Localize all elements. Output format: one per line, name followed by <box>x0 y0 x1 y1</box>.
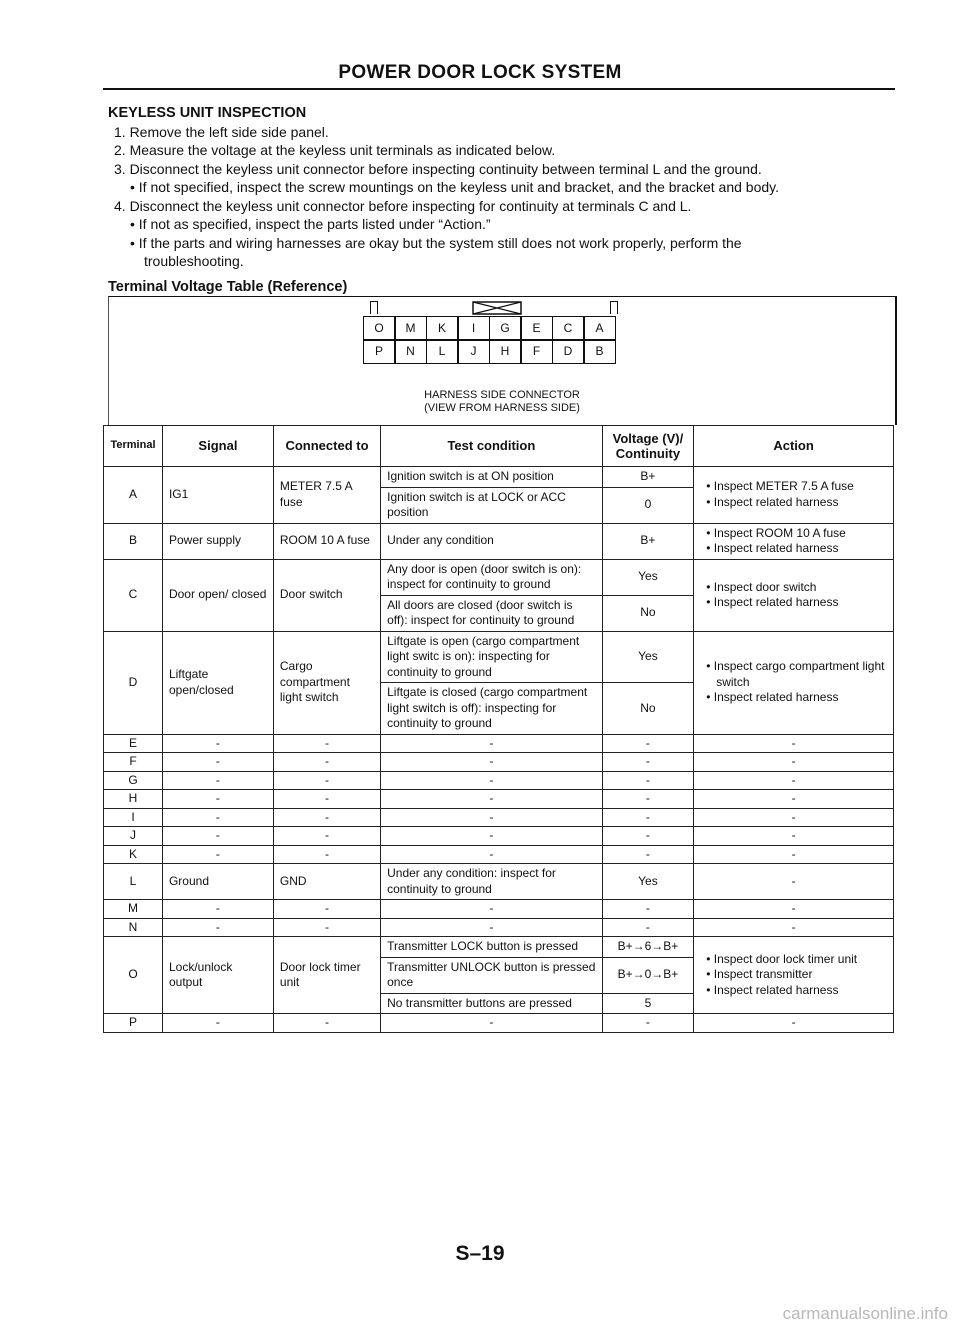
table-row: H - - - - - <box>104 790 894 809</box>
pin-a: A <box>583 316 616 341</box>
connector-lock-tabs <box>364 301 629 315</box>
table-row <box>104 523 894 559</box>
action-cell: • Inspect ROOM 10 A fuse • Inspect related harness <box>694 523 894 559</box>
step-4-bullet-2-cont: troubleshooting. <box>144 253 244 269</box>
terminal-cell: D <box>104 631 163 734</box>
value-cell: Yes <box>602 864 694 900</box>
pin-n: N <box>394 339 427 364</box>
page-title: POWER DOOR LOCK SYSTEM <box>338 62 622 83</box>
pin-e: E <box>520 316 553 341</box>
pin-p: P <box>363 339 396 364</box>
signal-cell: Door open/ closed <box>162 559 273 631</box>
header-signal: Signal <box>162 426 273 467</box>
table-row: G - - - - - <box>104 771 894 790</box>
value-cell: No <box>602 595 694 631</box>
connected-cell: Cargo compartment light switch <box>273 631 380 734</box>
signal-cell: Lock/unlock output <box>162 937 273 1014</box>
title-rule <box>103 88 895 90</box>
action-cell: - <box>694 864 894 900</box>
table-row: F - - - - - <box>104 753 894 772</box>
test-cell: Under any condition <box>381 523 603 559</box>
header-voltage: Voltage (V)/ Continuity <box>602 426 694 467</box>
test-cell: Ignition switch is at LOCK or ACC position <box>381 487 603 523</box>
table-row <box>104 467 894 488</box>
section-title: KEYLESS UNIT INSPECTION <box>108 105 307 121</box>
test-cell: Liftgate is open (cargo compartment light switc is on): inspecting for continuity to ground <box>381 631 603 683</box>
pin-l: L <box>426 339 459 364</box>
table-title: Terminal Voltage Table (Reference) <box>108 279 348 295</box>
test-cell: Ignition switch is at ON position <box>381 467 603 488</box>
terminal-cell: L <box>104 864 163 900</box>
step-2: 2. Measure the voltage at the keyless unit terminals as indicated below. <box>114 142 556 158</box>
page-number: S–19 <box>455 1242 505 1265</box>
header-test: Test condition <box>381 426 603 467</box>
pin-j: J <box>457 339 490 364</box>
test-cell: Under any condition: inspect for continuity to ground <box>381 864 603 900</box>
inspection-section <box>108 104 898 271</box>
pin-c: C <box>552 316 585 341</box>
table-row: P - - - - - <box>104 1014 894 1033</box>
test-cell: No transmitter buttons are pressed <box>381 993 603 1014</box>
header-connected: Connected to <box>273 426 380 467</box>
connector-latch-icon <box>472 301 522 315</box>
connected-cell: ROOM 10 A fuse <box>273 523 380 559</box>
terminal-voltage-table <box>103 425 894 1033</box>
connector-diagram <box>108 296 897 425</box>
pin-b: B <box>583 339 616 364</box>
signal-cell: Power supply <box>162 523 273 559</box>
table-row: E - - - - - <box>104 734 894 753</box>
pin-g: G <box>489 316 522 341</box>
table-header-row <box>104 426 894 467</box>
connected-cell: METER 7.5 A fuse <box>273 467 380 524</box>
test-cell: Transmitter LOCK button is pressed <box>381 937 603 958</box>
value-cell: B+→0→B+ <box>602 957 694 993</box>
connected-cell: GND <box>273 864 380 900</box>
table-row: M - - - - - <box>104 900 894 919</box>
step-3-bullet: • If not specified, inspect the screw mountings on the keyless unit and bracket, and the bracket and body. <box>130 179 780 195</box>
pin-m: M <box>394 316 427 341</box>
action-cell: • Inspect door switch • Inspect related harness <box>694 559 894 631</box>
table-row <box>104 559 894 595</box>
pin-i: I <box>457 316 490 341</box>
pin-o: O <box>363 316 396 341</box>
value-cell: 0 <box>602 487 694 523</box>
terminal-cell: B <box>104 523 163 559</box>
connected-cell: Door switch <box>273 559 380 631</box>
action-cell: • Inspect METER 7.5 A fuse • Inspect related harness <box>694 467 894 524</box>
step-4: 4. Disconnect the keyless unit connector before inspecting for continuity at terminals C and L. <box>114 197 692 214</box>
value-cell: Yes <box>602 559 694 595</box>
signal-cell: Liftgate open/closed <box>162 631 273 734</box>
table-row <box>104 864 894 900</box>
pin-d: D <box>552 339 585 364</box>
step-4-bullet-1: • If not as specified, inspect the parts listed under “Action.” <box>130 216 491 232</box>
connector-top-row <box>364 317 629 341</box>
terminal-cell: C <box>104 559 163 631</box>
value-cell: Yes <box>602 631 694 683</box>
value-cell: 5 <box>602 993 694 1014</box>
signal-cell: IG1 <box>162 467 273 524</box>
connector-caption <box>109 389 895 415</box>
connected-cell: Door lock timer unit <box>273 937 380 1014</box>
test-cell: Transmitter UNLOCK button is pressed once <box>381 957 603 993</box>
header-action: Action <box>694 426 894 467</box>
pin-k: K <box>426 316 459 341</box>
action-cell: • Inspect door lock timer unit • Inspect transmitter • Inspect related harness <box>694 937 894 1014</box>
terminal-cell: O <box>104 937 163 1014</box>
value-cell: B+ <box>602 523 694 559</box>
test-cell: All doors are closed (door switch is off): inspect for continuity to ground <box>381 595 603 631</box>
pin-f: F <box>520 339 553 364</box>
watermark: carmanualsonline.info <box>782 1304 948 1323</box>
value-cell: B+→6→B+ <box>602 937 694 958</box>
connector-bottom-row <box>364 341 629 365</box>
table-row <box>104 937 894 958</box>
action-cell: • Inspect cargo compartment light switch • Inspect related harness <box>694 631 894 734</box>
value-cell: No <box>602 683 694 735</box>
harness-connector <box>364 315 629 364</box>
value-cell: B+ <box>602 467 694 488</box>
pin-h: H <box>489 339 522 364</box>
table-row: K - - - - - <box>104 845 894 864</box>
header-terminal: Terminal <box>104 426 163 467</box>
step-4-bullet-2: • If the parts and wiring harnesses are okay but the system still does not work properly, perform the <box>130 234 742 251</box>
signal-cell: Ground <box>162 864 273 900</box>
caption-line-1: HARNESS SIDE CONNECTOR <box>424 389 580 401</box>
test-cell: Liftgate is closed (cargo compartment light switch is off): inspecting for continuity to ground <box>381 683 603 735</box>
step-1: 1. Remove the left side side panel. <box>114 123 329 140</box>
caption-line-2: (VIEW FROM HARNESS SIDE) <box>424 402 580 414</box>
step-3: 3. Disconnect the keyless unit connector before inspecting continuity between terminal L and the ground. <box>114 160 762 177</box>
terminal-cell: A <box>104 467 163 524</box>
table-row <box>104 631 894 683</box>
test-cell: Any door is open (door switch is on): inspect for continuity to ground <box>381 559 603 595</box>
table-row: N - - - - - <box>104 918 894 937</box>
table-row: J - - - - - <box>104 827 894 846</box>
table-row: I - - - - - <box>104 808 894 827</box>
